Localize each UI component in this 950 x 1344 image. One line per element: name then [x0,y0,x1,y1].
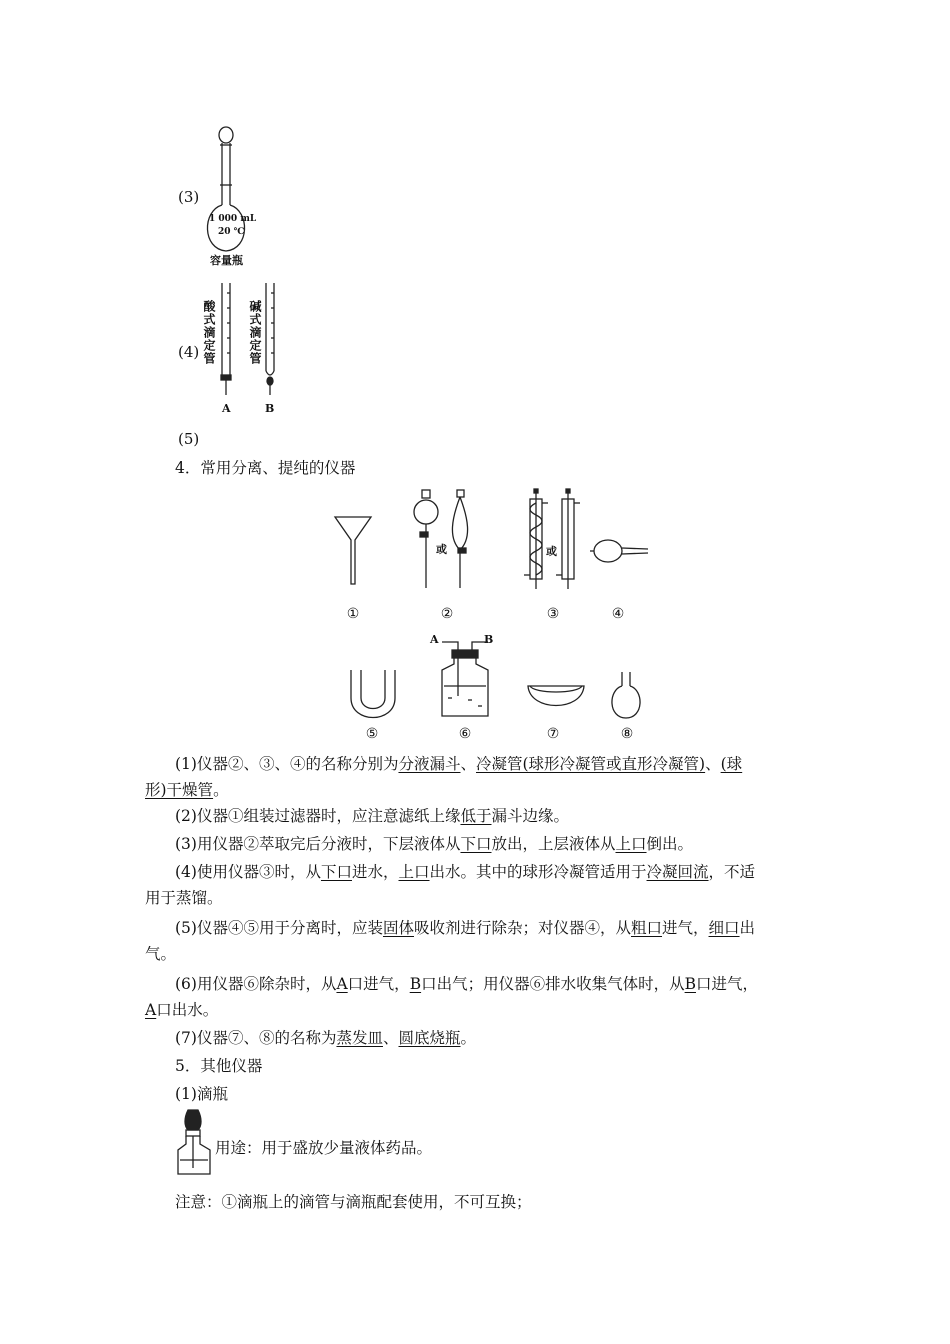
section-5-heading: 5．其他仪器 [175,1057,263,1075]
q1-answer-3-part-2: 形)干燥管 [145,781,214,799]
q4-answer-2: 上口 [398,863,430,881]
q5-answer-3: 细口 [708,919,740,937]
q2-answer: 低于 [460,807,492,825]
q6-answer-1: A [336,975,348,993]
q4-prefix: (4)使用仪器③时，从 [175,863,321,881]
q7-prefix: (7)仪器⑦、⑧的名称为 [175,1029,337,1047]
section-5-subheading: (1)滴瓶 [175,1085,228,1103]
q3-prefix: (3)用仪器②萃取完后分液时，下层液体从 [175,835,461,853]
drying-tube-illustration [590,538,650,568]
q7-answer-2: 圆底烧瓶 [398,1029,461,1047]
q1-end: 。 [213,781,229,799]
q6-middle-2: 口出气；用仪器⑥排水收集气体时，从 [421,975,685,993]
q6-line-2-text: 口出水。 [156,1001,219,1019]
q5-answer-2: 粗口 [631,919,663,937]
label-circle-6: ⑥ [458,726,472,742]
question-6-line-2 [145,996,810,1024]
q6-answer-3: B [684,975,696,993]
item-3-number: (3) [178,188,200,206]
q7-suffix: 。 [460,1029,477,1047]
q1-sep-1: 、 [460,755,476,773]
base-burette-label: 碱式滴定管 [248,300,262,365]
q5-middle-1: 吸收剂进行除杂；对仪器④，从 [413,919,631,937]
round-bottom-flask-illustration [610,670,644,720]
dropper-bottle-illustration [176,1108,216,1178]
question-5-line-1 [145,914,810,942]
separatory-funnel-illustration [410,488,480,592]
question-4-line-1 [145,858,810,886]
q3-answer-1: 下口 [460,835,492,853]
burette-label-b: B [265,402,275,415]
question-5-line-2: 气。 [145,945,177,963]
dropper-bottle-usage: 用途：用于盛放少量液体药品。 [215,1139,433,1157]
u-tube-illustration [349,668,397,720]
or-label-2: 或 [546,545,557,558]
bottle-label-a: A [430,633,439,646]
flask-caption: 容量瓶 [210,254,243,267]
question-7 [145,1024,810,1052]
dropper-bottle-note: 注意：①滴瓶上的滴管与滴瓶配套使用，不可互换； [175,1193,532,1211]
section-4-heading: 4．常用分离、提纯的仪器 [175,459,356,477]
gas-washing-bottle-illustration [440,636,490,718]
q6-answer-2: B [409,975,422,993]
q2-prefix: (2)仪器①组装过滤器时，应注意滤纸上缘 [175,807,461,825]
label-circle-2: ② [440,606,454,622]
q5-answer-1: 固体 [382,919,414,937]
acid-burette-illustration [218,283,238,398]
or-label-1: 或 [436,543,447,556]
acid-burette-label: 酸式滴定管 [202,300,216,365]
q4-answer-3: 冷凝回流 [646,863,709,881]
q5-middle-2: 进气， [662,919,709,937]
question-6-line-1 [145,970,810,998]
evaporating-dish-illustration [526,682,586,712]
q4-answer-1: 下口 [320,863,352,881]
q1-answer-1: 分液漏斗 [398,755,461,773]
label-circle-3: ③ [546,606,560,622]
q3-answer-2: 上口 [615,835,647,853]
q2-suffix: 漏斗边缘。 [491,807,569,825]
q6-prefix: (6)用仪器⑥除杂时，从 [175,975,337,993]
question-1-line-1 [145,750,810,778]
bottle-label-b: B [484,633,494,646]
q1-answer-2: 冷凝管(球形冷凝管或直形冷凝管) [476,755,706,773]
q4-middle-2: 出水。其中的球形冷凝管适用于 [429,863,647,881]
question-4-line-2: 用于蒸馏。 [145,889,223,907]
q1-prefix: (1)仪器②、③、④的名称分别为 [175,755,399,773]
burette-label-a: A [222,402,231,415]
q4-suffix: ，不适 [708,863,756,881]
label-circle-1: ① [346,606,360,622]
item-5-number: (5) [178,430,200,448]
question-1-line-2 [145,776,810,804]
funnel-illustration [334,516,374,588]
condenser-illustration [524,489,584,593]
label-circle-8: ⑧ [620,726,634,742]
q3-middle: 放出，上层液体从 [491,835,616,853]
question-3 [145,830,810,858]
q7-answer-1: 蒸发皿 [336,1029,383,1047]
q1-sep-2: 、 [705,755,721,773]
q3-suffix: 倒出。 [646,835,694,853]
base-burette-illustration [262,283,282,398]
q6-middle-1: 口进气， [347,975,410,993]
label-circle-4: ④ [611,606,625,622]
item-4-number: (4) [178,343,200,361]
q4-middle-1: 进水， [351,863,399,881]
q1-answer-3-part-1: (球 [720,755,743,773]
label-circle-5: ⑤ [365,726,379,742]
q5-prefix: (5)仪器④⑤用于分离时，应装 [175,919,383,937]
q6-suffix: 口进气， [695,975,758,993]
question-2 [145,802,810,830]
q6-answer-4: A [145,1001,157,1019]
flask-volume-label: 1 000 mL [209,214,257,224]
label-circle-7: ⑦ [546,726,560,742]
q7-sep: 、 [382,1029,399,1047]
q5-suffix: 出 [739,919,756,937]
flask-temperature-label: 20 ℃ [218,227,245,237]
